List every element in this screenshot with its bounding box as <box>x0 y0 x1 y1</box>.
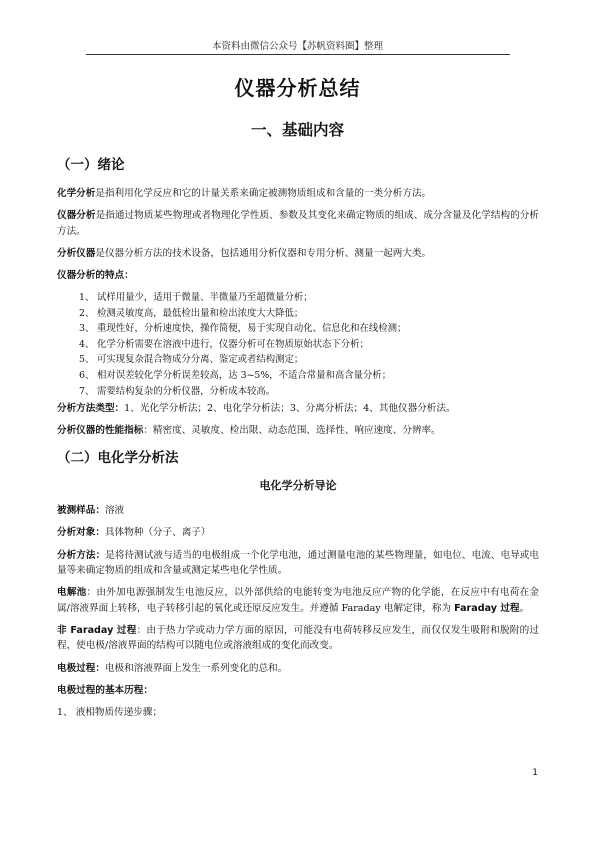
term: 分析仪器 <box>57 247 96 259</box>
definition: 是指通过物质某些物理或者物理化学性质、参数及其变化来确定物质的组成、成分含量及化学结构的分析方法。 <box>57 210 540 237</box>
definition: 溶液 <box>104 505 125 517</box>
page-header: 本资料由微信公众号【苏帆资料圈】整理 <box>211 41 383 52</box>
paragraph-step-1: 1、 液相物质传递步骤； <box>57 706 163 718</box>
term: 分析对象： <box>57 527 105 539</box>
paragraph-method-types <box>57 401 539 417</box>
definition: 1、光化学分析法；2、电化学分析法；3、分离分析法；4、其他仪器分析法。 <box>124 403 456 415</box>
definition: ：由外加电源强制发生电池反应，以外部供给的电能转变为电池反应产物的化学能，在反应中有电荷在金属/溶液界面上转移，电子转移引起的氧化或还原反应发生。并遵循 Faraday 电解定律，称为 <box>57 587 540 614</box>
term: 分析方法类型： <box>57 403 125 415</box>
term: 电解池 <box>57 587 87 599</box>
term: 电极过程的基本历程： <box>57 684 153 696</box>
paragraph-electrolytic-cell: 电解池：由外加电源强制发生电池反应，以外部供给的电能转变为电池反应产物的化学能，在反应中有电荷在金属/溶液界面上转移，电子转移引起的氧化或还原反应发生。并遵循 Faraday 电解定律，称为 Faraday 过程。 <box>57 587 540 614</box>
list-item: 5、 可实现复杂混合物成分分离、鉴定或者结构测定； <box>79 354 304 366</box>
paragraph-instrumental-analysis <box>57 208 539 239</box>
document-title: 仪器分析总结 <box>234 76 361 100</box>
features-heading: 仪器分析的特点： <box>57 269 134 281</box>
term: 分析仪器的性能指标 <box>57 425 144 437</box>
term: 化学分析 <box>57 188 96 199</box>
section-title: 一、基础内容 <box>250 121 344 139</box>
heading-electrochemical: （二）电化学分析法 <box>57 450 179 467</box>
definition: 电极和溶液界面上发生一系列变化的总和。 <box>104 662 288 674</box>
definition: 是仪器分析方法的技术设备，包括通用分析仪器和专用分析、测量一起两大类。 <box>95 247 432 259</box>
term: 电极过程： <box>57 662 105 674</box>
term: Faraday 过程 <box>454 602 520 614</box>
definition: 是将待测试液与适当的电极组成一个化学电池，通过测量电池的某些物理量，如电位、电流、电导或电量等来确定物质的组成和含量或测定某些电化学性质。 <box>57 549 540 577</box>
paragraph-chemical-analysis <box>57 186 539 202</box>
paragraph-non-faraday <box>57 623 539 654</box>
list-item: 3、 重现性好，分析速度快，操作简便，易于实现自动化、信息化和在线检测； <box>79 323 407 335</box>
list-item: 2、 检测灵敏度高，最低检出量和检出浓度大大降低； <box>79 307 304 319</box>
definition: ：由于热力学或动力学方面的原因，可能没有电荷转移反应发生，而仅仅发生吸附和脱附的过程，使电极/溶液界面的结构可以随电位或溶液组成的变化而改变。 <box>57 624 540 652</box>
features-list <box>57 290 539 399</box>
definition: 是指利用化学反应和它的计量关系来确定被测物质组成和含量的一类分析方法。 <box>95 188 432 199</box>
list-item: 4、 化学分析需要在溶液中进行，仪器分析可在物质原始状态下分析； <box>79 338 369 350</box>
subheading-introduction: 电化学分析导论 <box>259 479 337 493</box>
header-divider <box>86 54 510 55</box>
definition: 具体物种（分子、离子） <box>104 527 211 539</box>
page-number: 1 <box>532 768 538 778</box>
list-item: 6、 相对误差较化学分析误差较高，达 3~5%，不适合常量和高含量分析； <box>79 369 392 381</box>
heading-introduction: （一）绪论 <box>57 157 125 173</box>
paragraph-basic-steps-heading <box>57 683 539 699</box>
term: 被测样品： <box>57 505 105 517</box>
paragraph-object <box>57 525 539 541</box>
paragraph-analytical-instrument <box>57 246 539 262</box>
definition: ：精密度、灵敏度、检出限、动态范围、选择性、响应速度、分辨率。 <box>143 425 441 437</box>
paragraph-performance-indicators <box>57 423 539 439</box>
term: 分析方法： <box>57 549 106 561</box>
paragraph-sample <box>57 503 539 519</box>
paragraph-method <box>57 548 539 579</box>
document-body <box>57 156 539 727</box>
term: 仪器分析 <box>57 210 96 222</box>
paragraph-electrode-process <box>57 661 539 677</box>
list-item: 7、 需要结构复杂的分析仪器，分析成本较高。 <box>79 385 276 397</box>
term: 非 Faraday 过程 <box>57 624 137 636</box>
list-item: 1、 试样用量少，适用于微量、半微量乃至超微量分析； <box>79 291 313 303</box>
